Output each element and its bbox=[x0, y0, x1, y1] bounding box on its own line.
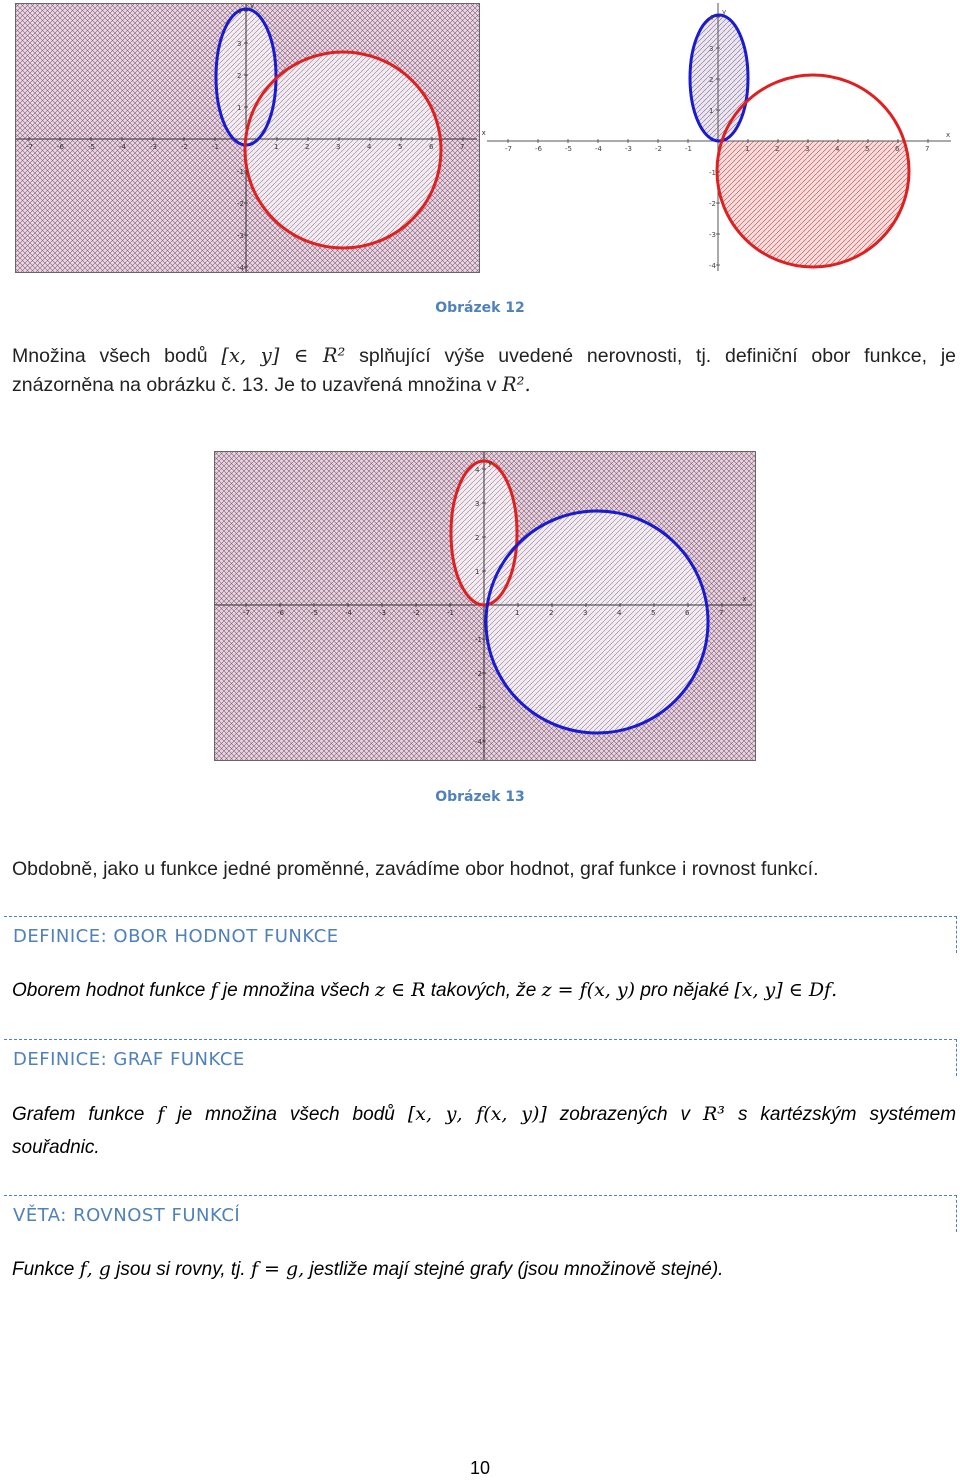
y-tick-label: -2 bbox=[475, 670, 482, 678]
definition-range-title: DEFINICE: OBOR HODNOT FUNKCE bbox=[13, 926, 339, 947]
y-tick-label: 4 bbox=[237, 8, 242, 16]
x-tick-label: 7 bbox=[460, 143, 465, 151]
para1-text-2: splňující výše uvedené nerovnosti, tj. definiční obor funkce, je bbox=[359, 345, 956, 367]
x-axis-label: x bbox=[946, 131, 951, 139]
x-tick-label: 6 bbox=[895, 145, 900, 153]
theorem-equality-text bbox=[12, 1252, 956, 1287]
definition-graph-heading bbox=[4, 1039, 957, 1076]
figure-13 bbox=[214, 451, 756, 761]
def1-math-3: 𝑧 = 𝑓(𝑥, 𝑦) bbox=[541, 979, 636, 1001]
thm-math-1: 𝑓, 𝑔 bbox=[79, 1258, 111, 1280]
y-tick-label: 4 bbox=[709, 14, 714, 22]
def2-text-4: s kartézským systémem bbox=[737, 1104, 957, 1125]
y-tick-label: 2 bbox=[475, 534, 480, 542]
x-tick-label: -1 bbox=[212, 143, 219, 151]
y-tick-label: -3 bbox=[709, 231, 716, 239]
theorem-equality-title: VĚTA: ROVNOST FUNKCÍ bbox=[13, 1205, 241, 1226]
y-tick-label: -3 bbox=[237, 232, 244, 240]
def2-text-1: Grafem funkce bbox=[12, 1104, 145, 1125]
def1-math-2: 𝑧 ∈ 𝑅 bbox=[374, 979, 426, 1001]
x-tick-label: -3 bbox=[150, 143, 157, 151]
x-tick-label: 6 bbox=[429, 143, 434, 151]
y-tick-label: 1 bbox=[237, 104, 242, 112]
x-tick-label: 4 bbox=[617, 609, 622, 617]
def1-text-1: Oborem hodnot funkce bbox=[12, 980, 206, 1001]
y-tick-label: 2 bbox=[709, 76, 714, 84]
x-tick-label: -5 bbox=[311, 609, 318, 617]
def1-math-4: [𝑥, 𝑦] ∈ 𝐷𝑓. bbox=[734, 979, 838, 1001]
y-tick-label: -3 bbox=[475, 704, 482, 712]
x-tick-label: -5 bbox=[88, 143, 95, 151]
y-tick-label: -4 bbox=[709, 262, 716, 270]
definition-graph-title: DEFINICE: GRAF FUNKCE bbox=[13, 1049, 245, 1070]
x-tick-label: -1 bbox=[685, 145, 692, 153]
para1-text-1: Množina všech bodů bbox=[12, 345, 208, 367]
y-tick-label: -1 bbox=[709, 169, 716, 177]
figure-12-right bbox=[487, 3, 954, 271]
x-tick-label: -1 bbox=[447, 609, 454, 617]
y-tick-label: 4 bbox=[475, 466, 480, 474]
y-tick-label: -2 bbox=[237, 200, 244, 208]
paragraph-domain-line2 bbox=[12, 370, 956, 400]
x-tick-label: 6 bbox=[685, 609, 690, 617]
paragraph-intro: Obdobně, jako u funkce jedné proměnné, zavádíme obor hodnot, graf funkce i rovnost funkcí. bbox=[12, 858, 819, 880]
x-tick-label: 2 bbox=[775, 145, 780, 153]
x-tick-label: -4 bbox=[345, 609, 352, 617]
x-tick-label: 1 bbox=[745, 145, 750, 153]
figure-12-caption: Obrázek 12 bbox=[435, 300, 525, 316]
figure-12-left bbox=[15, 1, 486, 273]
definition-graph-line2: souřadnic. bbox=[12, 1137, 100, 1158]
page-number: 10 bbox=[469, 1458, 491, 1478]
definition-graph-line1 bbox=[12, 1097, 956, 1132]
definition-range-heading bbox=[4, 916, 957, 953]
y-tick-label: 1 bbox=[709, 107, 714, 115]
x-tick-label: 2 bbox=[549, 609, 554, 617]
def1-math-1: 𝑓 bbox=[210, 979, 218, 1001]
x-tick-label: 4 bbox=[367, 143, 372, 151]
definition-range-text bbox=[12, 973, 956, 1008]
x-tick-label: 1 bbox=[274, 143, 279, 151]
def2-math-1: 𝑓 bbox=[157, 1103, 165, 1125]
x-tick-label: 1 bbox=[515, 609, 520, 617]
x-tick-label: 5 bbox=[651, 609, 656, 617]
x-tick-label: 4 bbox=[835, 145, 840, 153]
def1-text-4: pro nějaké bbox=[640, 980, 730, 1001]
y-tick-label: -4 bbox=[237, 264, 244, 272]
x-axis-label: x bbox=[481, 129, 486, 137]
thm-text-2: jsou si rovny, tj. bbox=[116, 1259, 246, 1280]
x-tick-label: -6 bbox=[277, 609, 284, 617]
def2-math-2: [𝑥, 𝑦, 𝑓(𝑥, 𝑦)] bbox=[407, 1103, 547, 1125]
x-tick-label: 3 bbox=[336, 143, 341, 151]
para1-math-2: 𝑅². bbox=[501, 373, 531, 396]
x-tick-label: -6 bbox=[535, 145, 542, 153]
x-axis-label: x bbox=[742, 595, 747, 603]
x-tick-label: 5 bbox=[398, 143, 403, 151]
y-tick-label: 3 bbox=[709, 45, 714, 53]
x-tick-label: -2 bbox=[181, 143, 188, 151]
y-tick-label: 2 bbox=[237, 72, 242, 80]
para1-math-1: [𝑥, 𝑦] ∈ 𝑅² bbox=[221, 344, 346, 367]
def2-text-3: zobrazených v bbox=[559, 1104, 690, 1125]
x-tick-label: -6 bbox=[57, 143, 64, 151]
y-tick-label: -2 bbox=[709, 200, 716, 208]
y-axis-label: y bbox=[722, 7, 727, 16]
x-tick-label: 7 bbox=[925, 145, 930, 153]
para1-text-3: znázorněna na obrázku č. 13. Je to uzavřená množina v bbox=[12, 374, 497, 396]
y-tick-label: -1 bbox=[237, 168, 244, 176]
x-tick-label: -4 bbox=[595, 145, 602, 153]
def1-text-2: je množina všech bbox=[222, 980, 370, 1001]
y-tick-label: -4 bbox=[475, 738, 482, 746]
y-tick-label: 1 bbox=[475, 568, 480, 576]
x-tick-label: -7 bbox=[505, 145, 512, 153]
x-tick-label: -2 bbox=[413, 609, 420, 617]
thm-math-2: 𝑓 = 𝑔, bbox=[250, 1258, 305, 1280]
thm-text-1: Funkce bbox=[12, 1259, 75, 1280]
paragraph-domain-line1 bbox=[12, 341, 956, 371]
def2-text-2: je množina všech bodů bbox=[177, 1104, 395, 1125]
x-tick-label: 3 bbox=[583, 609, 588, 617]
x-tick-label: 3 bbox=[805, 145, 810, 153]
y-axis-label: y bbox=[488, 459, 493, 468]
def2-math-3: 𝑅³ bbox=[703, 1103, 725, 1125]
x-tick-label: 2 bbox=[305, 143, 310, 151]
def1-text-3: takových, že bbox=[430, 980, 537, 1001]
x-tick-label: -7 bbox=[243, 609, 250, 617]
x-tick-label: -2 bbox=[655, 145, 662, 153]
y-tick-label: -1 bbox=[475, 636, 482, 644]
y-tick-label: 3 bbox=[237, 40, 242, 48]
x-tick-label: -7 bbox=[26, 143, 33, 151]
x-tick-label: -4 bbox=[119, 143, 126, 151]
y-tick-label: 3 bbox=[475, 500, 480, 508]
x-tick-label: 7 bbox=[719, 609, 724, 617]
x-tick-label: 5 bbox=[865, 145, 870, 153]
figure-13-caption: Obrázek 13 bbox=[435, 789, 525, 805]
x-tick-label: -3 bbox=[379, 609, 386, 617]
y-axis-label: y bbox=[250, 1, 255, 10]
theorem-equality-heading bbox=[4, 1195, 957, 1232]
x-tick-label: -3 bbox=[625, 145, 632, 153]
thm-text-3: jestliže mají stejné grafy (jsou množinově stejné). bbox=[309, 1259, 724, 1280]
x-tick-label: -5 bbox=[565, 145, 572, 153]
